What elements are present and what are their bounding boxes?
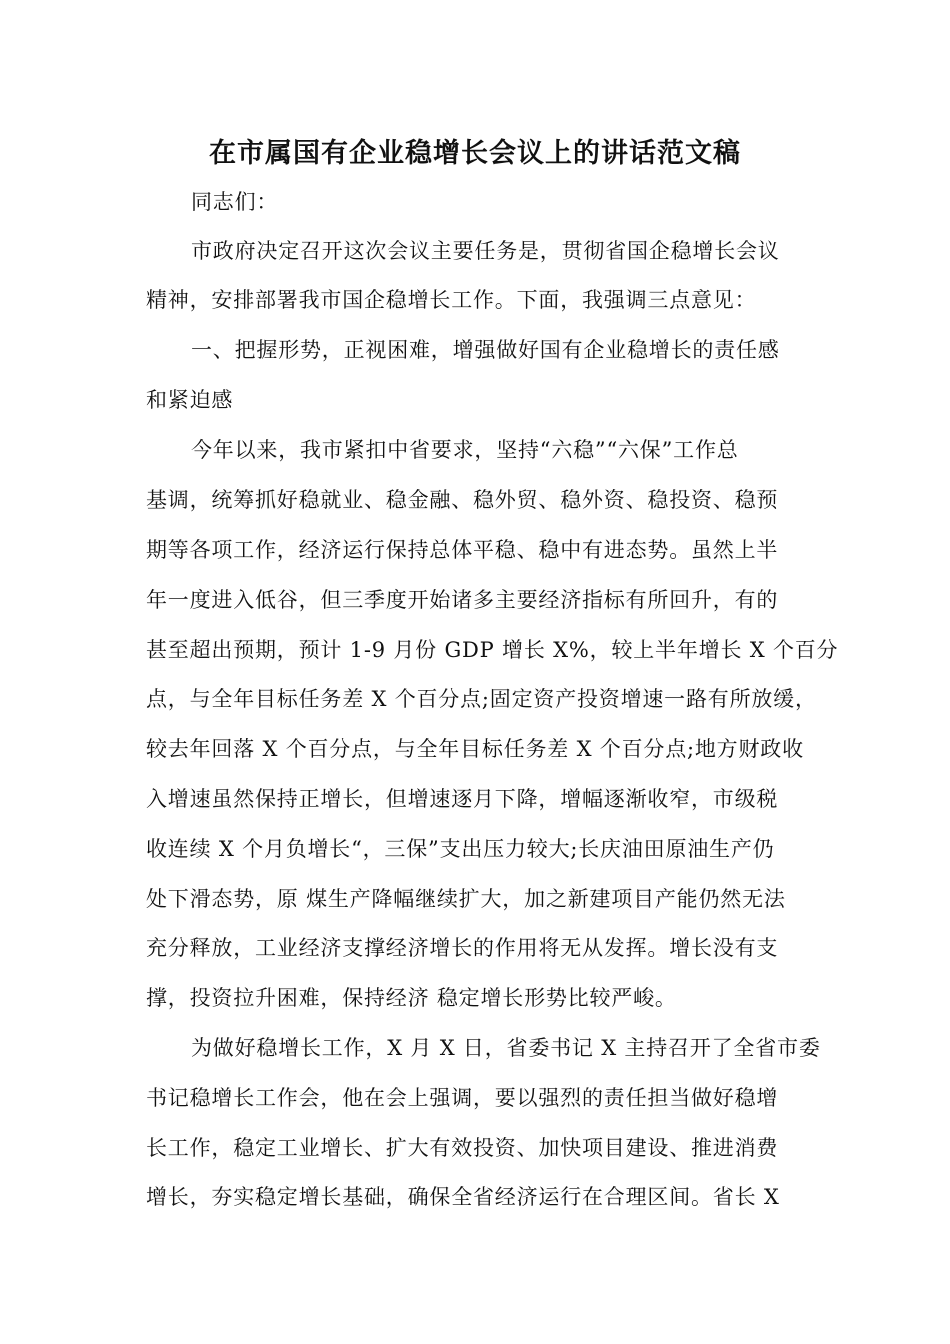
paragraph-line: 长工作，稳定工业增长、扩大有效投资、加快项目建设、推进消费	[146, 1136, 779, 1160]
paragraph-line: 点，与全年目标任务差 X 个百分点;固定资产投资增速一路有所放缓，	[146, 687, 817, 711]
paragraph-line: 增长，夯实稳定增长基础，确保全省经济运行在合理区间。省长 X	[146, 1185, 780, 1209]
document-title: 在市属国有企业稳增长会议上的讲话范文稿	[209, 138, 741, 169]
paragraph-line: 较去年回落 X 个百分点，与全年目标任务差 X 个百分点;地方财政收	[146, 737, 804, 761]
paragraph-line: 今年以来，我市紧扣中省要求，坚持“六稳”“六保”工作总	[191, 438, 739, 462]
paragraph-line: 入增速虽然保持正增长，但增速逐月下降，增幅逐渐收窄，市级税	[146, 787, 779, 811]
paragraph-line: 充分释放，工业经济支撑经济增长的作用将无从发挥。增长没有支	[146, 936, 779, 960]
paragraph-line: 基调，统筹抓好稳就业、稳金融、稳外贸、稳外资、稳投资、稳预	[146, 488, 779, 512]
paragraph-line: 期等各项工作，经济运行保持总体平稳、稳中有进态势。虽然上半	[146, 538, 779, 562]
paragraph-line: 书记稳增长工作会，他在会上强调，要以强烈的责任担当做好稳增	[146, 1086, 779, 1110]
paragraph-line: 为做好稳增长工作，X 月 X 日，省委书记 X 主持召开了全省市委	[191, 1036, 821, 1060]
section-heading-line: 一、把握形势，正视困难，增强做好国有企业稳增长的责任感	[191, 338, 780, 362]
paragraph-line: 年一度进入低谷，但三季度开始诸多主要经济指标有所回升，有的	[146, 588, 779, 612]
paragraph-line: 撑，投资拉升困难，保持经济 稳定增长形势比较严峻。	[146, 986, 677, 1010]
paragraph-line: 收连续 X 个月负增长“，三保”支出压力较大;长庆油田原油生产仍	[146, 837, 775, 861]
paragraph-line: 市政府决定召开这次会议主要任务是，贯彻省国企稳增长会议	[191, 239, 780, 263]
paragraph-line: 处下滑态势，原 煤生产降幅继续扩大，加之新建项目产能仍然无法	[146, 887, 786, 911]
salutation: 同志们：	[191, 190, 279, 214]
paragraph-line: 精神，安排部署我市国企稳增长工作。下面，我强调三点意见：	[146, 288, 757, 312]
section-heading-line: 和紧迫感	[146, 388, 234, 412]
paragraph-line: 甚至超出预期，预计 1-9 月份 GDP 增长 X%，较上半年增长 X 个百分	[146, 638, 839, 662]
